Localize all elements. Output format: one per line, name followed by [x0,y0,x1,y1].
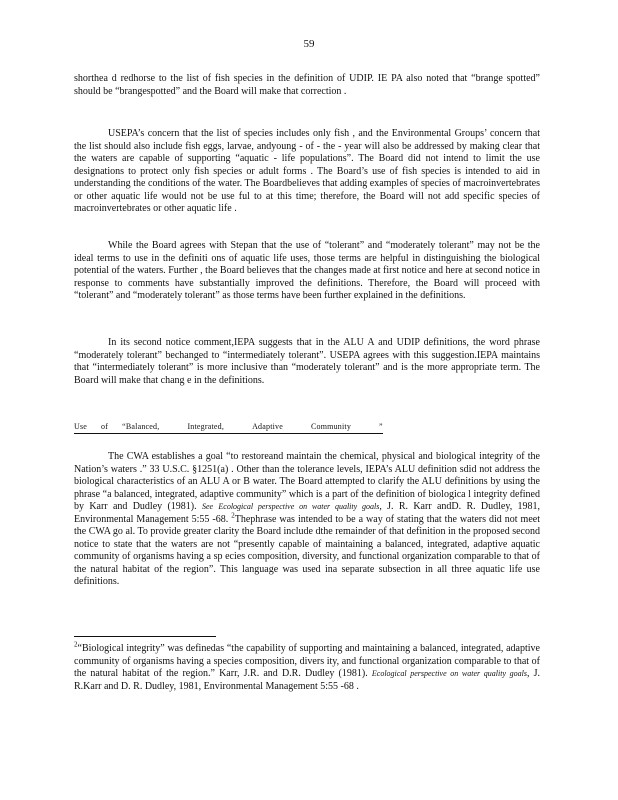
footnote-separator [74,636,216,637]
heading-word: ” [379,422,383,431]
paragraph-text-segment: The CWA establishes a goal “to restoreand maintain the chemical, physical and biological integrity of the Nation’s waters .” 33 U.S.C. §1251(a) . Other than the tolerance levels, IEPA’s ALU definition sdid not address the biological characteristics of an ALU A or B water. The Board attempted to clarify the ALU definitions by using the phrase “a balanced, integrated, adaptive community” which is a part of the definition of biologica l integrity defined by Karr and Dudley (1981). [74,451,540,512]
heading-word: Use [74,422,88,431]
footnote-text-segment: , J. R.Karr and D. R. Dudley, 1981, Environmental Management 5:55 -68 . [74,668,541,692]
paragraph-text-segment: Thephrase was intended to be a way of stating that the waters did not meet the CWA go al. To provide greater clarity the Board include dthe remainder of that definition in the proposed second notice to state that the waters are not “presently capable of maintaining a balanced, integrated, adaptive aquatic community of organisms having a sp ecies composition, diversity, and functional organization comparable to that of the natural habitat of the region”. This language was used ina separate subsection in all three aquatic life use definitions. [74,513,540,587]
heading-word: Adaptive [252,422,284,431]
paragraph-text: While the Board agrees with Stepan that the use of “tolerant” and “moderately tolerant” may not be the ideal terms to use in the definiti ons of aquatic life uses, those terms are helpful in distinguishing the biological potential of the waters. Further , the Board believes that the changes made at first notice and here at second notice in response to comments have substantially improved the definitions. Therefore, the Board will proceed with “tolerant” and “moderately tolerant” as those terms have been further explained in the definitions. [74,240,540,301]
heading-word: of [101,422,109,431]
paragraph-cwa-goal [74,451,540,589]
paragraph-stepan-tolerant [74,240,540,303]
citation-signal: See [201,502,214,511]
footnote-text-segment: “Biological integrity” was definedas “the capability of supporting and maintaining a balanced, integrated, adaptive community of organisms having a species composition, divers ity, and functional organization comparable to that of the natural habitat of the region.” Karr, J.R. and D.R. Dudley (1981). [74,643,540,679]
paragraph-text: shorthea d redhorse to the list of fish species in the definition of UDIP. IE PA also noted that “brange spotted” should be “brangespotted” and the Board will make that correction . [74,73,540,97]
paragraph-iepa-second-notice [74,337,540,387]
paragraph-text [74,451,540,589]
paragraph-text: USEPA’s concern that the list of species includes only fish , and the Environmental Groups’ concern that the list should also include fish eggs, larvae, andyoung - of - the - year will also be addressed by making clear that the waters are capable of supporting “aquatic - life populations”. The Board did not intend to limit the use designations to protect only fish species or adult forms . The Board’s use of fish species is intended to aid in understanding the conditions of the water. The Boardbelieves that adding examples of species of macroinvertebrates or other aquatic life would not be use ful to at this time; therefore, the Board will not add specific species of macroinvertebrates or other aquatic life . [74,128,540,214]
paragraph-text-segment: , J. R. Karr andD. R. Dudley, 1981, Environmental Management 5:55 -68. [74,501,541,525]
heading-word: Community [311,422,352,431]
paragraph-shorthead-redhorse [74,73,540,98]
paragraph-usepa-concern [74,128,540,216]
section-heading [74,422,383,434]
paragraph-text: In its second notice comment,IEPA suggests that in the ALU A and UDIP definitions, the word phrase “moderately tolerant” bechanged to “intermediately tolerant”. USEPA agrees with this suggestion.IEPA maintains that “intermediately tolerant” is more inclusive than “moderately tolerant” and is the more appropriate term. The Board will make that chang e in the definitions. [74,337,540,386]
heading-word: Integrated, [187,422,225,431]
footnote [74,640,541,693]
heading-word: “Balanced, [122,422,160,431]
footnote-marker: 2 [74,640,78,649]
footnote-reference: 2 [231,511,235,520]
page-number: 59 [303,38,315,50]
citation-title: Ecological perspective on water quality goals [218,502,380,511]
citation-title: Ecological perspective on water quality goals [371,669,527,678]
